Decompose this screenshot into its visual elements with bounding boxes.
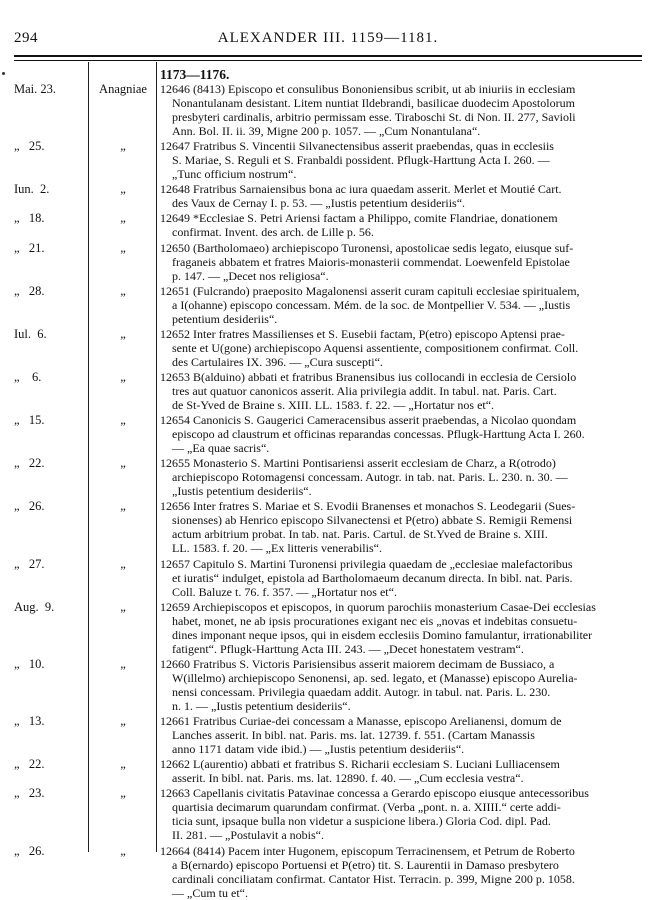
entry-place: „ xyxy=(120,599,126,614)
entry-text-line: 12648 Fratribus Sarnaiensibus bona ac iura quaedam asserit. Merlet et Moutié Cart. xyxy=(160,182,562,197)
entry-date: Aug. 9. xyxy=(14,599,55,614)
entry-place: „ xyxy=(120,182,126,197)
entry-text-line: II. 281. — „Postulavit a nobis“. xyxy=(172,828,324,843)
header-rule-thin xyxy=(14,60,642,61)
entry-text xyxy=(160,844,646,900)
header-rule-thick xyxy=(14,55,642,57)
running-title: ALEXANDER III. 1159—1181. xyxy=(217,30,439,46)
entry-text-line: asserit. In bibl. nat. Paris. ms. lat. 12890. f. 40. — „Cum ecclesia vestra“. xyxy=(172,771,524,786)
entry-text-line: de St-Yved de Braine s. XIII. LL. 1583. f. 22. — „Hortatur nos et“. xyxy=(172,398,495,412)
entry-date: „ 27. xyxy=(14,556,45,571)
entry-text-line: anno 1171 datam vide ibid.) — „Iustis petentium desideriis“. xyxy=(172,742,465,757)
entry-place: „ xyxy=(120,843,126,858)
entry-text-line: 12661 Fratribus Curiae-dei concessam a Manasse, episcopo Arelianensi, domum de xyxy=(160,714,562,729)
entry-text-line: cardinali conciliatam confirmat. Cantator Hist. Terracin. p. 399, Migne 200 p. 1058. xyxy=(172,871,575,886)
entry-text-line: 12647 Fratribus S. Vincentii Silvanectensibus asserit praebendas, quas in ecclesiis xyxy=(160,139,554,154)
entry-date: „ 26. xyxy=(14,499,45,514)
entry-text-line: S. Mariae, S. Reguli et S. Franbaldi possident. Pflugk-Harttung Acta I. 260. — xyxy=(172,153,550,168)
entry-text xyxy=(160,786,646,842)
margin-dot xyxy=(2,72,5,75)
entry-text-line: actum arbitrium probat. In tab. nat. Paris. Cartul. de St.Yved de Braine s. XIII. xyxy=(172,527,548,542)
entry-place: „ xyxy=(120,556,126,571)
entry-text-line: des Vaux de Cernay I. p. 53. — „Iustis petentium desideriis“. xyxy=(172,196,466,211)
entry-text-line: „Iustis petentium desideriis“. xyxy=(172,484,312,499)
entry-text xyxy=(160,499,646,555)
entry-text-line: et iuratis“ indulget, epistola ad Bartholomaeum decanum directa. In bibl. nat. Paris. xyxy=(172,570,573,585)
entry-text xyxy=(160,557,646,599)
entry-text-line: sente et U(gone) archiepiscopo Aquensi assentiente, compositionem confirmat. Coll. xyxy=(172,340,579,355)
entry-place: „ xyxy=(120,757,126,772)
entry-text xyxy=(160,139,646,181)
entry-date: „ 25. xyxy=(14,139,45,154)
entry-text-line: 12654 Canonicis S. Gaugerici Cameracensibus asserit praebendas, a Nicolao quondam xyxy=(160,413,577,428)
entry-text xyxy=(160,370,646,412)
entry-text-line: 12656 Inter fratres S. Mariae et S. Evodii Branenses et monachos S. Leodegarii (Sues- xyxy=(160,499,576,514)
entry-place: „ xyxy=(120,240,126,255)
entry-text-line: „Tunc officium nostrum“. xyxy=(172,167,297,182)
entry-text-line: petentium desideriis“. xyxy=(172,311,278,326)
entry-text-line: n. 1. — „Iustis petentium desideriis“. xyxy=(172,699,351,713)
entry-date: „ 28. xyxy=(14,283,45,298)
entry-place: Anagniae xyxy=(99,82,147,96)
entry-text-line: 12659 Archiepiscopos et episcopos, in quorum parochiis monasterium Casae-Dei ecclesias xyxy=(160,599,596,614)
entry-date: Mai. 23. xyxy=(14,82,57,96)
entry-text-line: fatigent“. Pflugk-Harttung Acta III. 243. — „Decet honestatem vestram“. xyxy=(172,641,524,656)
entry-text-line: confirmat. Invent. des arch. de Lille p. 56. xyxy=(172,225,374,240)
entry-text-line: 12662 L(aurentio) abbati et fratribus S. Richarii ecclesiam S. Luciani Lulliacensem xyxy=(160,757,560,772)
entry-date: „ 23. xyxy=(14,786,45,801)
entry-text xyxy=(160,714,646,756)
entry-text-line: archiepiscopo Rotomagensi concessam. Autogr. in tab. nat. Paris. L. 230. n. 30. — xyxy=(172,470,568,485)
entry-text-line: 12660 Fratribus S. Victoris Parisiensibus asserit maiorem decimam de Bussiaco, a xyxy=(160,657,555,671)
entry-place: „ xyxy=(120,139,126,154)
entry-text-line: 12649 *Ecclesiae S. Petri Ariensi factam a Philippo, comite Flandriae, donationem xyxy=(160,211,558,226)
entry-text-line: dines imponant neque ipsos, qui in eisdem ecclesiis Domino famulantur, irrationabiliter xyxy=(172,627,593,642)
entry-date: „ 22. xyxy=(14,456,45,471)
entry-text-line: p. 147. — „Decet nos religiosa“. xyxy=(172,268,329,283)
entry-text-line: habet, monet, ne ab ipsis procurationes exigant nec eis „novas et indebitas consuetu- xyxy=(172,613,578,628)
entry-text-line: a I(ohanne) episcopo concessam. Mém. de la soc. de Montpellier V. 534. — „Iustis xyxy=(172,297,571,312)
entry-text-line: nensi concessam. Privilegia quaedam addit. Autogr. in tabul. nat. Paris. L. 230. xyxy=(172,685,551,699)
entry-text-line: — „Cum tu et“. xyxy=(172,885,248,900)
entry-date: „ 18. xyxy=(14,211,45,226)
entry-text-line: fraganeis abbatem et fratres Maioris-monasterii commendat. Loewenfeld Epistolae xyxy=(172,254,570,269)
entry-text-line: Coll. Baluze t. 76. f. 357. — „Hortatur nos et“. xyxy=(172,584,397,599)
entry-text xyxy=(160,657,646,713)
entry-text-line: Nonantulanam desistant. Litem nuntiat Ildebrandi, basilicae duodecim Apostolorum xyxy=(172,96,575,110)
running-header xyxy=(14,30,642,52)
entry-text-line: episcopo ad claustrum et officinas reparandas concessas. Pflugk-Harttung Acta I. 260. xyxy=(172,427,585,442)
entry-text xyxy=(160,241,646,283)
entry-date: „ 26. xyxy=(14,843,45,858)
entry-date: „ 15. xyxy=(14,413,45,428)
entry-date: „ 21. xyxy=(14,240,45,255)
entry-place: „ xyxy=(120,456,126,471)
entry-date: „ 10. xyxy=(14,657,45,671)
entry-place: „ xyxy=(120,211,126,226)
entry-text xyxy=(160,413,646,455)
entry-text-line: 12652 Inter fratres Massilienses et S. Eusebii factam, P(etro) episcopo Aptensi prae- xyxy=(160,326,565,341)
entry-text xyxy=(160,82,646,138)
entry-date: Iul. 6. xyxy=(14,326,47,341)
entry-text-line: 12657 Capitulo S. Martini Turonensi privilegia quaedam de „ecclesiae malefactoribus xyxy=(160,556,573,571)
entry-text-line: 12646 (8413) Episcopo et consulibus Bononiensibus scribit, ut ab iniuriis in ecclesiam xyxy=(160,82,576,96)
entry-text-line: 12655 Monasterio S. Martini Pontisariensi asserit ecclesiam de Charz, a R(otrodo) xyxy=(160,456,556,471)
entry-place: „ xyxy=(120,714,126,729)
entry-text-line: 12664 (8414) Pacem inter Hugonem, episcopum Terracinensem, et Petrum de Roberto xyxy=(160,843,575,858)
entry-text xyxy=(160,757,646,785)
entry-text-line: W(illelmo) archiepiscopo Senonensi, ap. sed. legato, et (Manasse) episcopo Aurelia- xyxy=(172,671,578,685)
page-number: 294 xyxy=(14,30,38,46)
entry-place: „ xyxy=(120,326,126,341)
entry-text xyxy=(160,456,646,498)
entry-text xyxy=(160,327,646,369)
entry-place: „ xyxy=(120,499,126,514)
year-range-heading: 1173—1176. xyxy=(160,67,230,82)
entry-date: „ 13. xyxy=(14,714,45,729)
entry-text-line: sionenses) ab Henrico episcopo Silvanectensi et P(etro) abbate S. Remigii Remensi xyxy=(172,513,573,528)
entry-text xyxy=(160,284,646,326)
entry-text-line: des Cartulaires IX. 396. — „Cura suscepti“. xyxy=(172,354,383,369)
entry-text-line: LL. 1583. f. 20. — „Ex litteris venerabilis“. xyxy=(172,541,382,556)
column-divider-place xyxy=(156,62,157,852)
entry-date: „ 6. xyxy=(14,370,42,384)
entry-place: „ xyxy=(120,413,126,428)
entry-text-line: quartisia decimarum quarundam confirmat. (Verba „pont. n. a. XIIII.“ certe addi- xyxy=(172,800,561,815)
entry-place: „ xyxy=(120,786,126,801)
entry-place: „ xyxy=(120,370,126,384)
entry-text-line: 12663 Capellanis civitatis Patavinae concessa a Gerardo episcopo eiusque antecessoribus xyxy=(160,786,589,801)
entry-text-line: — „Ea quae sacris“. xyxy=(172,441,270,456)
entry-place: „ xyxy=(120,657,126,671)
column-divider-date xyxy=(88,62,89,852)
entry-text-line: 12650 (Bartholomaeo) archiepiscopo Turonensi, apostolicae sedis legato, eiusque suf- xyxy=(160,240,574,255)
entry-text-line: 12651 (Fulcrando) praeposito Magalonensi asserit curam capituli ecclesiae spiritualem, xyxy=(160,283,580,298)
entry-place: „ xyxy=(120,283,126,298)
entry-text-line: 12653 B(alduino) abbati et fratribus Branensibus ius collocandi in ecclesia de Cersiolo xyxy=(160,370,577,384)
entry-text-line: presbyteri cardinalis, arbitrio permissam esse. Tiraboschi St. di Non. II. 277, Savioli xyxy=(172,110,576,124)
entry-text-line: a B(ernardo) episcopo Portuensi et P(etro) tit. S. Laurentii in Damaso presbytero xyxy=(172,857,559,872)
entry-date: „ 22. xyxy=(14,757,45,772)
entry-date: Iun. 2. xyxy=(14,182,50,197)
entry-text xyxy=(160,182,646,210)
entry-text-line: tres aut quatuor canonicos asserit. Alia privilegia addit. In tabul. nat. Paris. Cart. xyxy=(172,384,557,398)
entry-text-line: ticia sunt, ipsaque bulla non videtur a suspicione libera.) Gloria Cod. dipl. Pad. xyxy=(172,814,551,829)
entry-text-line: Ann. Bol. II. ii. 39, Migne 200 p. 1057. — „Cum Nonantulana“. xyxy=(172,124,481,138)
entry-text-line: Lanches asserit. In bibl. nat. Paris. ms. lat. 12739. f. 551. (Cartam Manassis xyxy=(172,728,535,743)
entry-text xyxy=(160,600,646,656)
entry-text xyxy=(160,211,646,239)
